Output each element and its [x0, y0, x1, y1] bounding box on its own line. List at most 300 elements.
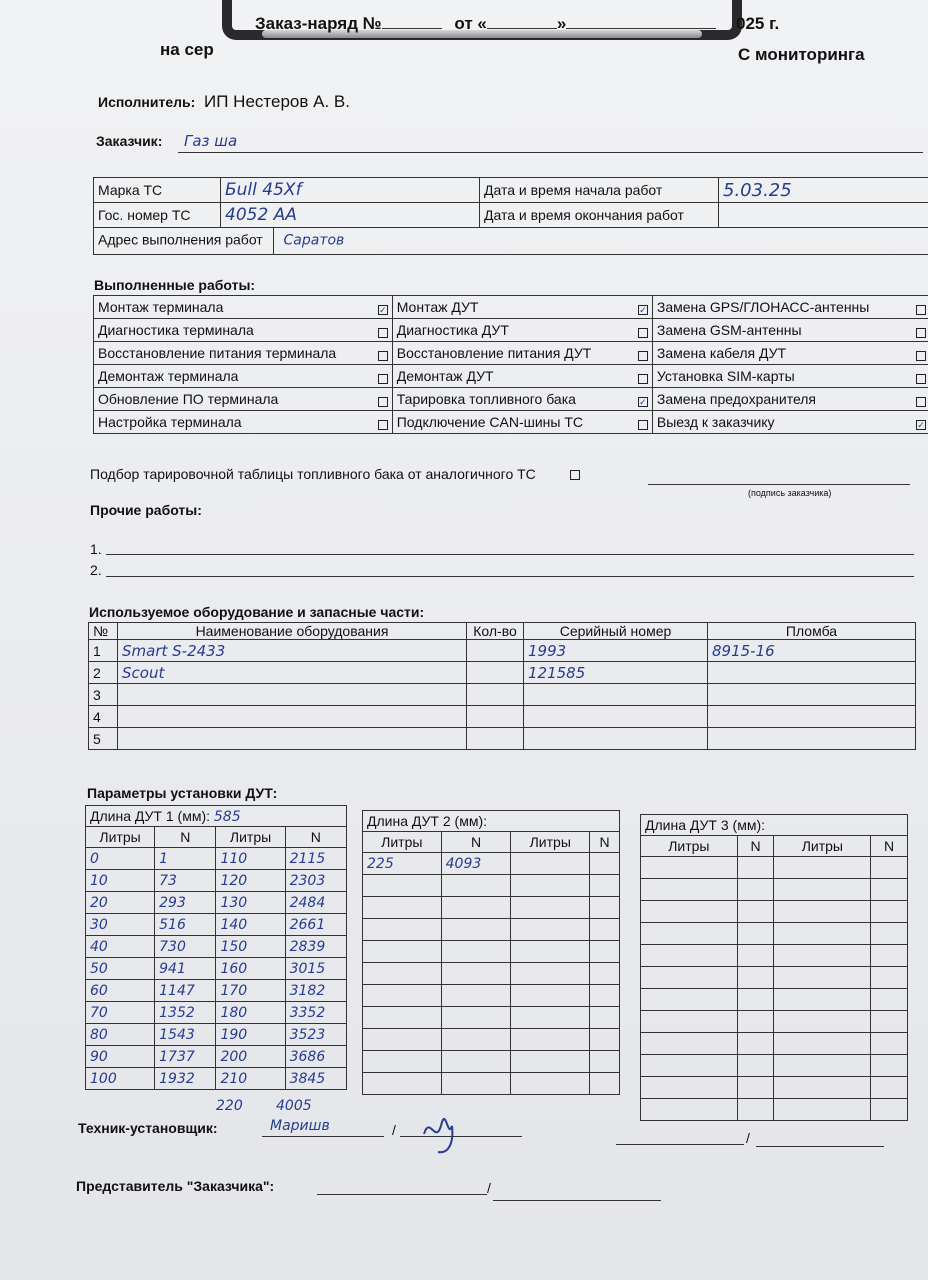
dut-cell	[641, 1077, 738, 1099]
dut-cell: 3015	[285, 958, 346, 980]
work-item-checkbox[interactable]: ✓	[378, 305, 387, 315]
dut-cell	[441, 1007, 511, 1029]
work-item-label: Восстановление питания терминала	[98, 345, 337, 361]
slash-2: /	[746, 1130, 750, 1146]
dut-cell	[441, 963, 511, 985]
dut-cell: 1147	[155, 980, 216, 1002]
dut-row	[641, 923, 908, 945]
equipment-cell	[708, 662, 916, 684]
work-item	[94, 365, 393, 388]
dut-cell	[641, 967, 738, 989]
doc-subtitle-left: на сер	[160, 40, 214, 59]
dut3-col-n: N	[737, 836, 774, 857]
dut-row	[641, 967, 908, 989]
equipment-cell: 8915-16	[708, 640, 916, 662]
equipment-cell: Smart S-2433	[118, 640, 467, 662]
equipment-cell: 3	[89, 684, 118, 706]
dut-cell: 0	[86, 848, 155, 870]
vehicle-table	[93, 177, 928, 255]
dut-cell: 10	[86, 870, 155, 892]
dut-cell	[774, 901, 871, 923]
dut1-col-n: N	[155, 827, 216, 848]
dut-row	[363, 919, 620, 941]
equipment-cell	[118, 684, 467, 706]
dut-cell: 1932	[155, 1068, 216, 1090]
dut-cell	[641, 945, 738, 967]
dut-row	[641, 1011, 908, 1033]
dut3-col-liters-2: Литры	[774, 836, 871, 857]
dut-cell	[511, 875, 590, 897]
equipment-cell	[467, 728, 524, 750]
equipment-cell	[118, 706, 467, 728]
equipment-cell	[524, 706, 708, 728]
dut3-col-liters: Литры	[641, 836, 738, 857]
work-item-label: Демонтаж терминала	[98, 368, 239, 384]
dut-cell: 180	[216, 1002, 285, 1024]
dut-cell: 3523	[285, 1024, 346, 1046]
work-item-label: Тарировка топливного бака	[396, 391, 576, 407]
customer-label: Заказчик:	[96, 133, 163, 149]
dut-row	[86, 958, 347, 980]
dut-cell	[737, 879, 774, 901]
work-item-checkbox[interactable]	[916, 305, 926, 315]
work-item-checkbox[interactable]	[916, 328, 926, 338]
dut-cell	[737, 989, 774, 1011]
dut-cell	[774, 1011, 871, 1033]
work-item	[392, 296, 652, 319]
dut-cell	[737, 945, 774, 967]
dut-cell	[774, 879, 871, 901]
clipboard-clip	[222, 0, 742, 68]
dut-row	[641, 1077, 908, 1099]
dut-cell	[737, 1011, 774, 1033]
equipment-row	[89, 728, 916, 750]
dut-cell: 150	[216, 936, 285, 958]
works-row	[94, 296, 928, 319]
work-item	[652, 365, 928, 388]
executor-line: Исполнитель: ИП Нестеров А. В.	[98, 92, 350, 111]
equipment-cell: 1	[89, 640, 118, 662]
dut-cell: 210	[216, 1068, 285, 1090]
work-item-label: Замена GSM-антенны	[656, 322, 802, 338]
dut-row	[641, 945, 908, 967]
work-item-label: Демонтаж ДУТ	[396, 368, 494, 384]
dut-cell: 941	[155, 958, 216, 980]
dut1-extra-n: 4005	[276, 1098, 312, 1114]
dut3-table	[640, 814, 908, 1121]
dut1-extra-liters: 220	[216, 1098, 243, 1114]
equipment-cell	[524, 728, 708, 750]
dut-cell	[641, 901, 738, 923]
equipment-cell	[708, 706, 916, 728]
works-row	[94, 342, 928, 365]
dut-row	[363, 1073, 620, 1095]
work-item-checkbox[interactable]	[638, 420, 648, 430]
dut-row	[86, 870, 347, 892]
dut-cell	[774, 1099, 871, 1121]
equipment-row	[89, 662, 916, 684]
equipment-cell	[467, 706, 524, 728]
dut-cell	[441, 1073, 511, 1095]
dut-cell: 200	[216, 1046, 285, 1068]
work-item-checkbox[interactable]: ✓	[639, 397, 647, 407]
dut1-length: Длина ДУТ 1 (мм): 585	[86, 806, 347, 827]
dut-row	[363, 875, 620, 897]
tariff-selection: Подбор тарировочной таблицы топливного бака от аналогичного ТС	[90, 466, 580, 482]
dut-row	[86, 1002, 347, 1024]
work-item	[652, 296, 928, 319]
dut-cell	[363, 985, 442, 1007]
dut-row	[363, 897, 620, 919]
dut-cell	[441, 1051, 511, 1073]
dut-cell: 3845	[285, 1068, 346, 1090]
dut-row	[86, 936, 347, 958]
work-item	[392, 319, 652, 342]
dut-row	[641, 879, 908, 901]
dut-row	[86, 892, 347, 914]
dut-row	[86, 1046, 347, 1068]
work-item-label: Монтаж ДУТ	[396, 299, 479, 315]
dut-cell: 170	[216, 980, 285, 1002]
equipment-cell	[467, 662, 524, 684]
other-work-2: 2.	[90, 562, 102, 578]
dut-cell: 2484	[285, 892, 346, 914]
dut-cell: 190	[216, 1024, 285, 1046]
start-label: Дата и время начала работ	[480, 178, 719, 203]
dut-cell	[590, 1051, 620, 1073]
dut-cell	[871, 879, 908, 901]
work-item	[94, 388, 393, 411]
dut2-col-n: N	[441, 832, 511, 853]
work-item-checkbox[interactable]	[916, 351, 926, 361]
dut-cell: 100	[86, 1068, 155, 1090]
dut-cell: 2661	[285, 914, 346, 936]
dut-cell	[774, 967, 871, 989]
brand-value: Бull 45Xf	[221, 178, 480, 203]
dut-cell	[363, 963, 442, 985]
work-item	[652, 388, 928, 411]
equipment-table	[88, 622, 916, 750]
dut-cell	[441, 875, 511, 897]
equipment-cell: 2	[89, 662, 118, 684]
dut3-length: Длина ДУТ 3 (мм):	[641, 815, 908, 836]
dut-cell	[511, 1007, 590, 1029]
dut-cell	[590, 1029, 620, 1051]
dut-cell	[774, 1055, 871, 1077]
dut-cell: 4093	[441, 853, 511, 875]
dut-cell: 73	[155, 870, 216, 892]
work-item-label: Монтаж терминала	[98, 299, 224, 315]
customer-signature-caption: (подпись заказчика)	[748, 488, 832, 498]
equipment-cell: 1993	[524, 640, 708, 662]
equipment-row	[89, 684, 916, 706]
dut-cell: 516	[155, 914, 216, 936]
dut-cell: 120	[216, 870, 285, 892]
dut-cell: 1543	[155, 1024, 216, 1046]
plate-value: 4052 АА	[221, 203, 480, 228]
dut-cell	[511, 1051, 590, 1073]
dut-cell	[737, 1033, 774, 1055]
work-item-checkbox[interactable]	[378, 374, 388, 384]
dut-cell	[641, 1099, 738, 1121]
dut-cell	[590, 963, 620, 985]
equipment-cell	[467, 640, 524, 662]
dut-cell: 130	[216, 892, 285, 914]
tariff-checkbox[interactable]	[570, 470, 580, 480]
work-item-label: Восстановление питания ДУТ	[396, 345, 592, 361]
dut-cell	[363, 1051, 442, 1073]
work-item-label: Установка SIM-карты	[656, 368, 795, 384]
installer-label: Техник-установщик:	[78, 1120, 218, 1136]
dut-cell	[590, 853, 620, 875]
dut-cell	[641, 1033, 738, 1055]
dut-cell: 2839	[285, 936, 346, 958]
dut-cell	[441, 897, 511, 919]
dut-cell	[363, 897, 442, 919]
dut-cell	[774, 989, 871, 1011]
dut-row	[641, 901, 908, 923]
work-item	[652, 319, 928, 342]
dut-cell	[590, 919, 620, 941]
equipment-cell: 121585	[524, 662, 708, 684]
equipment-row	[89, 706, 916, 728]
dut-cell	[511, 919, 590, 941]
work-item-label: Замена GPS/ГЛОНАСС-антенны	[656, 299, 870, 315]
equipment-row	[89, 640, 916, 662]
representative-label: Представитель "Заказчика":	[76, 1178, 275, 1194]
dut-cell	[590, 1073, 620, 1095]
dut-cell	[363, 941, 442, 963]
dut-cell: 3686	[285, 1046, 346, 1068]
dut-cell	[737, 923, 774, 945]
dut-cell	[641, 1055, 738, 1077]
dut-cell	[590, 941, 620, 963]
end-value	[719, 203, 928, 228]
dut-cell: 110	[216, 848, 285, 870]
customer-value: Газ ша	[184, 132, 238, 150]
dut-row	[641, 857, 908, 879]
dut1-col-n-2: N	[285, 827, 346, 848]
dut-cell: 160	[216, 958, 285, 980]
dut-cell	[737, 857, 774, 879]
work-item	[652, 411, 928, 434]
work-item-checkbox[interactable]: ✓	[917, 420, 925, 430]
dut-cell	[871, 923, 908, 945]
dut-cell	[441, 985, 511, 1007]
equipment-cell: Scout	[118, 662, 467, 684]
eq-col-seal: Пломба	[708, 623, 916, 640]
dut-cell	[590, 875, 620, 897]
dut-cell: 2303	[285, 870, 346, 892]
dut-row	[363, 853, 620, 875]
dut1-table	[85, 805, 347, 1090]
dut-cell	[871, 1099, 908, 1121]
dut-row	[363, 1029, 620, 1051]
work-item	[94, 296, 393, 319]
dut2-col-liters-2: Литры	[511, 832, 590, 853]
dut1-col-liters-2: Литры	[216, 827, 285, 848]
work-item	[392, 411, 652, 434]
dut-cell	[641, 1011, 738, 1033]
dut-cell	[871, 967, 908, 989]
dut-row	[86, 848, 347, 870]
equipment-cell	[467, 684, 524, 706]
dut2-length: Длина ДУТ 2 (мм):	[363, 811, 620, 832]
doc-year: 025 г.	[736, 14, 780, 33]
dut-cell	[441, 941, 511, 963]
dut-cell	[363, 1073, 442, 1095]
work-item-checkbox[interactable]	[638, 351, 648, 361]
work-item-checkbox[interactable]	[378, 328, 388, 338]
dut-row	[86, 1068, 347, 1090]
dut-cell: 80	[86, 1024, 155, 1046]
doc-subtitle-right: С мониторинга	[738, 45, 865, 64]
dut-cell	[641, 989, 738, 1011]
dut-row	[363, 963, 620, 985]
dut-cell	[511, 1073, 590, 1095]
work-item-label: Подключение CAN-шины ТС	[396, 414, 584, 430]
equipment-cell	[118, 728, 467, 750]
dut-cell: 90	[86, 1046, 155, 1068]
work-item-checkbox[interactable]: ✓	[639, 305, 647, 315]
dut-cell	[871, 989, 908, 1011]
dut-cell: 140	[216, 914, 285, 936]
dut-cell: 20	[86, 892, 155, 914]
eq-col-serial: Серийный номер	[524, 623, 708, 640]
dut-cell	[737, 1099, 774, 1121]
works-heading: Выполненные работы:	[94, 277, 256, 293]
dut-cell	[871, 1077, 908, 1099]
dut-cell	[511, 853, 590, 875]
dut-cell	[590, 897, 620, 919]
dut-row	[363, 1007, 620, 1029]
dut-row	[86, 1024, 347, 1046]
works-row	[94, 388, 928, 411]
dut-cell	[871, 901, 908, 923]
eq-col-qty: Кол-во	[467, 623, 524, 640]
brand-label: Марка ТС	[94, 178, 221, 203]
dut3-col-n-2: N	[871, 836, 908, 857]
work-item-label: Настройка терминала	[98, 414, 242, 430]
work-item-checkbox[interactable]	[378, 351, 388, 361]
dut-cell	[737, 1077, 774, 1099]
other-works-heading: Прочие работы:	[90, 502, 202, 518]
dut-cell	[871, 1011, 908, 1033]
work-item	[392, 388, 652, 411]
work-item-checkbox[interactable]	[638, 328, 648, 338]
dut-cell	[871, 1033, 908, 1055]
work-item-checkbox[interactable]	[378, 420, 388, 430]
dut-cell	[774, 857, 871, 879]
work-item	[652, 342, 928, 365]
equipment-cell: 5	[89, 728, 118, 750]
installer-name: Маришв	[270, 1118, 330, 1134]
dut-cell	[737, 901, 774, 923]
dut-row	[641, 1055, 908, 1077]
dut-row	[363, 1051, 620, 1073]
equipment-heading: Используемое оборудование и запасные части:	[89, 604, 425, 620]
dut2-table	[362, 810, 620, 1095]
work-item	[392, 342, 652, 365]
dut-row	[641, 989, 908, 1011]
dut-cell: 730	[155, 936, 216, 958]
dut-cell	[363, 875, 442, 897]
dut-cell: 30	[86, 914, 155, 936]
address-row: Адрес выполнения работ Саратов	[94, 228, 928, 255]
dut-cell	[737, 967, 774, 989]
work-item	[94, 411, 393, 434]
equipment-cell	[708, 684, 916, 706]
dut-cell: 1737	[155, 1046, 216, 1068]
doc-title: Заказ-наряд № от « »	[255, 14, 716, 34]
work-item-checkbox[interactable]	[916, 374, 926, 384]
dut-cell	[511, 897, 590, 919]
work-item-checkbox[interactable]	[378, 397, 388, 407]
work-item-label: Замена кабеля ДУТ	[656, 345, 787, 361]
dut-cell: 3352	[285, 1002, 346, 1024]
dut-cell	[511, 963, 590, 985]
dut-cell: 50	[86, 958, 155, 980]
dut-cell	[363, 1029, 442, 1051]
works-row	[94, 365, 928, 388]
work-item-checkbox[interactable]	[916, 397, 926, 407]
work-item-checkbox[interactable]	[638, 374, 648, 384]
dut1-col-liters: Литры	[86, 827, 155, 848]
dut-row	[641, 1099, 908, 1121]
dut-cell: 3182	[285, 980, 346, 1002]
dut-cell	[641, 923, 738, 945]
dut-cell: 2115	[285, 848, 346, 870]
dut-row	[363, 985, 620, 1007]
dut-cell	[511, 985, 590, 1007]
dut2-col-n-2: N	[590, 832, 620, 853]
plate-label: Гос. номер ТС	[94, 203, 221, 228]
other-work-1: 1.	[90, 541, 102, 557]
dut-cell	[363, 919, 442, 941]
works-row	[94, 319, 928, 342]
dut-cell	[774, 945, 871, 967]
dut-params-heading: Параметры установки ДУТ:	[87, 785, 278, 801]
eq-col-name: Наименование оборудования	[118, 623, 467, 640]
works-table	[93, 295, 928, 434]
work-item-label: Диагностика терминала	[98, 322, 254, 338]
work-item-label: Обновление ПО терминала	[98, 391, 279, 407]
dut-row	[363, 941, 620, 963]
dut-row	[86, 980, 347, 1002]
equipment-cell	[524, 684, 708, 706]
dut-cell: 40	[86, 936, 155, 958]
dut-cell	[511, 1029, 590, 1051]
eq-col-num: №	[89, 623, 118, 640]
dut-cell: 1352	[155, 1002, 216, 1024]
dut-cell: 293	[155, 892, 216, 914]
dut-cell	[871, 1055, 908, 1077]
work-item-label: Диагностика ДУТ	[396, 322, 509, 338]
slash-1: /	[392, 1122, 396, 1138]
work-item	[94, 319, 393, 342]
equipment-cell: 4	[89, 706, 118, 728]
dut-cell	[641, 879, 738, 901]
work-item	[94, 342, 393, 365]
work-item-label: Замена предохранителя	[656, 391, 817, 407]
dut-cell	[511, 941, 590, 963]
dut-cell	[871, 857, 908, 879]
work-item	[392, 365, 652, 388]
dut-cell: 60	[86, 980, 155, 1002]
dut-cell	[441, 1029, 511, 1051]
dut-cell	[363, 1007, 442, 1029]
dut-cell: 1	[155, 848, 216, 870]
